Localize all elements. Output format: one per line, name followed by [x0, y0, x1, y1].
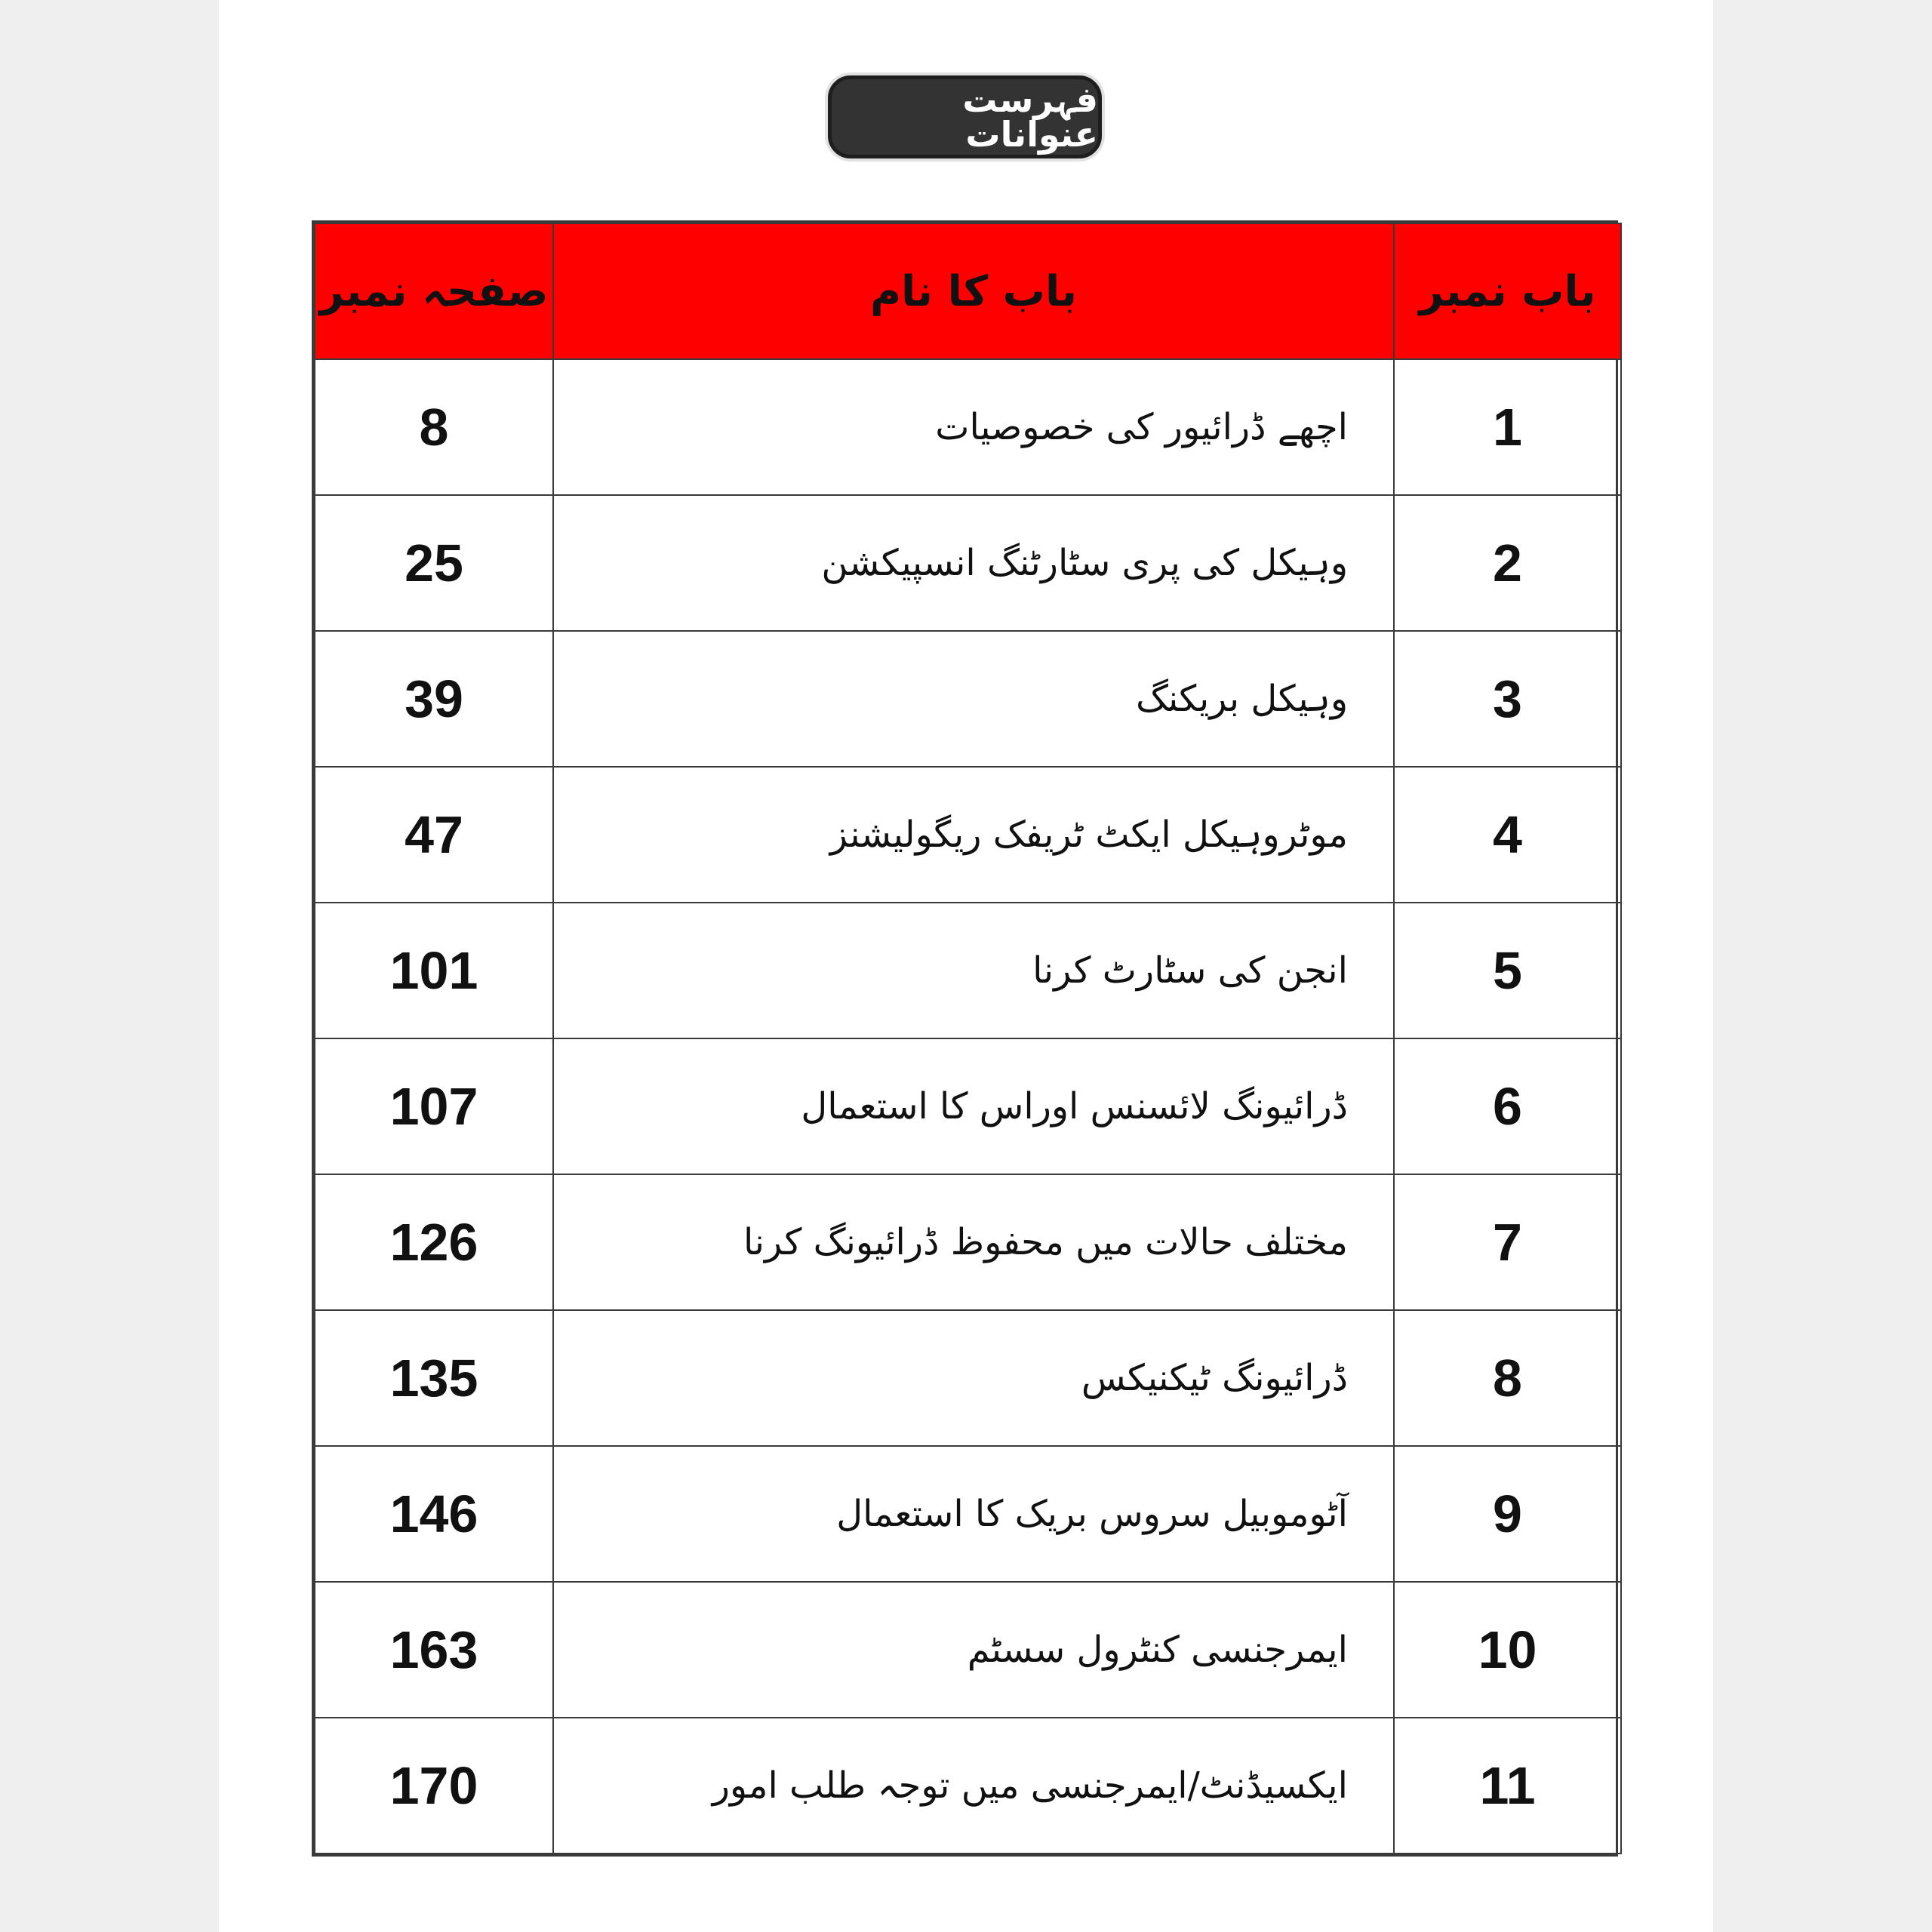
page-number: 146 [315, 1446, 553, 1582]
table-row [315, 903, 1621, 1038]
page-number: 170 [315, 1718, 553, 1854]
chapter-number: 6 [1394, 1038, 1621, 1174]
toc-header [315, 223, 1621, 359]
chapter-number: 3 [1394, 631, 1621, 767]
page-number: 135 [315, 1310, 553, 1446]
chapter-number: 11 [1394, 1718, 1621, 1854]
chapter-number: 7 [1394, 1174, 1621, 1310]
table-row [315, 1582, 1621, 1718]
page-number: 39 [315, 631, 553, 767]
table-row [315, 1446, 1621, 1582]
chapter-number: 8 [1394, 1310, 1621, 1446]
chapter-name: اچھے ڈرائیور کی خصوصیات [553, 359, 1394, 495]
chapter-name: موٹروہیکل ایکٹ ٹریفک ریگولیشنز [553, 767, 1394, 903]
table-row [315, 1174, 1621, 1310]
toc-body [315, 359, 1621, 1854]
page-title: فہرست عنوانات [828, 75, 1102, 158]
header-row [315, 223, 1621, 359]
page-number: 107 [315, 1038, 553, 1174]
page-number: 126 [315, 1174, 553, 1310]
page-number: 25 [315, 495, 553, 631]
header-chapter-number: باب نمبر [1394, 223, 1621, 359]
page-number: 8 [315, 359, 553, 495]
table-row [315, 1310, 1621, 1446]
chapter-number: 4 [1394, 767, 1621, 903]
page-number: 101 [315, 903, 553, 1038]
chapter-number: 1 [1394, 359, 1621, 495]
chapter-name: وہیکل کی پری سٹارٹنگ انسپیکشن [553, 495, 1394, 631]
chapter-name: ڈرائیونگ ٹیکنیکس [553, 1310, 1394, 1446]
table-row [315, 767, 1621, 903]
page-number: 163 [315, 1582, 553, 1718]
chapter-name: انجن کی سٹارٹ کرنا [553, 903, 1394, 1038]
table-row [315, 359, 1621, 495]
chapter-name: ایمرجنسی کنٹرول سسٹم [553, 1582, 1394, 1718]
table-row [315, 1038, 1621, 1174]
chapter-name: ایکسیڈنٹ/ایمرجنسی میں توجہ طلب امور [553, 1718, 1394, 1854]
chapter-number: 5 [1394, 903, 1621, 1038]
table-of-contents [312, 220, 1618, 1857]
table-row [315, 495, 1621, 631]
chapter-name: مختلف حالات میں محفوظ ڈرائیونگ کرنا [553, 1174, 1394, 1310]
chapter-number: 9 [1394, 1446, 1621, 1582]
chapter-number: 2 [1394, 495, 1621, 631]
chapter-name: وہیکل بریکنگ [553, 631, 1394, 767]
toc-table [314, 223, 1622, 1854]
table-row [315, 631, 1621, 767]
table-row [315, 1718, 1621, 1854]
page-number: 47 [315, 767, 553, 903]
header-page-number: صفحہ نمبر [315, 223, 553, 359]
chapter-number: 10 [1394, 1582, 1621, 1718]
chapter-name: ڈرائیونگ لائسنس اوراس کا استعمال [553, 1038, 1394, 1174]
header-chapter-name: باب کا نام [553, 223, 1394, 359]
chapter-name: آٹوموبیل سروس بریک کا استعمال [553, 1446, 1394, 1582]
